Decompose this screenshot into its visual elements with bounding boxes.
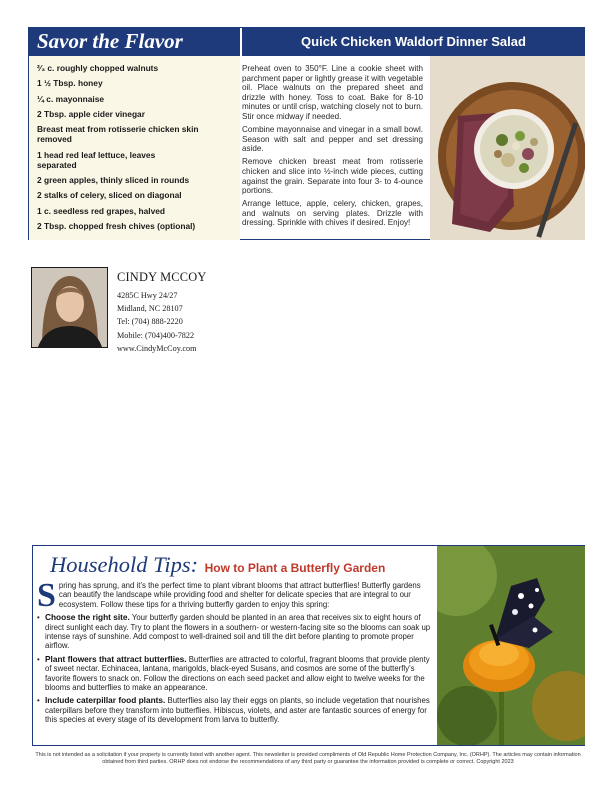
agent-address-line-1: 4285C Hwy 24/27 [117,291,178,300]
recipe-title: Quick Chicken Waldorf Dinner Salad [301,34,526,49]
agent-photo [31,267,108,348]
household-tips-box [32,545,585,746]
recipe-directions [242,56,423,232]
salad-photo [430,56,585,240]
tip-heading: Plant flowers that attract butterflies. [45,653,187,664]
bullet-icon: • [37,696,40,706]
recipe-title-header [242,28,585,56]
tips-intro [37,577,431,614]
direction-step: Combine mayonnaise and vinegar in a small bowl. Season with salt and pepper and set dressing aside. [242,125,423,154]
butterfly-on-marigold-illustration [437,546,585,745]
recipe-box [28,27,585,240]
direction-step: Preheat oven to 350°F. Line a cookie sheet with parchment paper or lightly grease it with vegetable oil. Place walnuts on the prepared sheet and drizzle with honey. Toss to coat. Bake for 8-10 minutes or until crisp, watching closely not to burn. Stir once midway if needed. [242,64,423,121]
agent-phone: Tel: (704) 888-2220 [117,317,183,327]
ingredient-item: 2 stalks of celery, sliced on diagonal [37,190,182,201]
salad-illustration [430,56,585,240]
agent-website-link[interactable]: www.CindyMcCoy.com [117,343,197,353]
ingredient-item: 1 c. seedless red grapes, halved [37,205,166,216]
agent-address-line-2: Midland, NC 28107 [117,304,183,314]
tip-item [37,613,431,651]
tips-intro-text: pring has sprung, and it’s the perfect time to plant vibrant blooms that attract butterflies! Butterfly gardens can beautify the landscape while providing food and shelter for delicate species that are integral to our ecosystem. Follow these tips for a thriving butterfly garden to enjoy this spring: [58,581,421,609]
tips-subtitle: How to Plant a Butterfly Garden [204,561,386,575]
tip-text: Butterflies also lay their eggs on plants, so include vegetation that nourishes caterpillars before they transform into butterflies. Hibiscus, violets, and aster are fantastic sources of energy for this species at every stage of its development from larva to butterfly. [45,696,430,725]
ingredient-item: 1 ½ Tbsp. honey [37,78,103,89]
agent-name: CINDY MCCOY [117,270,207,284]
tip-item [37,655,431,693]
ingredient-item: 2 green apples, thinly sliced in rounds [37,175,190,186]
tip-heading: Choose the right site. [45,612,130,623]
ingredient-item: 1 head red leaf lettuce, leaves separated [37,149,156,170]
tip-text: Your butterfly garden should be planted in an area that receives six to eight hours of direct sunlight each day. Try to plant the flowers in a southern- or western-facing site so the blooms can soak up intense rays of sunshine. Add compost to well-drained soil and till the dirt before planting to promote proper airflow. [45,613,431,651]
tip-item [37,696,431,724]
ingredient-item: Breast meat from rotisserie chicken skin removed [37,124,199,145]
tips-heading [50,552,431,578]
agent-mobile: Mobile: (704)400-7822 [117,330,195,340]
agent-portrait [32,268,107,347]
ingredient-item: 2 Tbsp. chopped fresh chives (optional) [37,221,196,232]
bullet-icon: • [37,654,40,664]
drop-cap: S [37,577,56,614]
tips-title: Household Tips: [50,552,199,577]
ingredients-list [29,56,240,240]
bullet-icon: • [37,613,40,623]
tip-heading: Include caterpillar food plants. [45,695,166,706]
agent-contact-card [117,270,207,355]
ingredient-item: ²⁄₃ c. roughly chopped walnuts [37,63,159,73]
tips-text-column [33,546,437,745]
disclaimer: This is not intended as a solicitation if your property is currently listed with another agent. This newsletter is provided compliments of Old Republic Home Protection Company, Inc. (ORHP). The articles may contain information obtained from third parties. ORHP does not endorse the recommendations of any third party or guarantee the information provided is complete or correct. Copyright 2023 [35,752,581,766]
butterfly-photo [437,546,585,745]
tip-text: Butterflies are attracted to colorful, fragrant blooms that provide plenty of sweet nectar. Echinacea, lantana, marigolds, black-eyed Susans, and cosmos are some of the butterfly’s favorite flowers to snack on. Follow the directions on each seed packet and allow eight to twelve weeks for the blooms and butterflies to make an appearance. [45,654,430,693]
ingredient-item: ¼ c. mayonnaise [37,93,105,104]
direction-step: Arrange lettuce, apple, celery, chicken, grapes, and walnuts on serving plates. Drizzle with dressing. Sprinkle with chives if desired. Enjoy! [242,199,423,228]
recipe-section-header [29,28,240,56]
recipe-section-title: Savor the Flavor [37,29,183,53]
ingredient-item: 2 Tbsp. apple cider vinegar [37,108,145,119]
direction-step: Remove chicken breast meat from rotisserie chicken and slice into ½-inch wide pieces, cutting against the grain. Separate into four 3- to 4-ounce portions. [242,157,423,196]
